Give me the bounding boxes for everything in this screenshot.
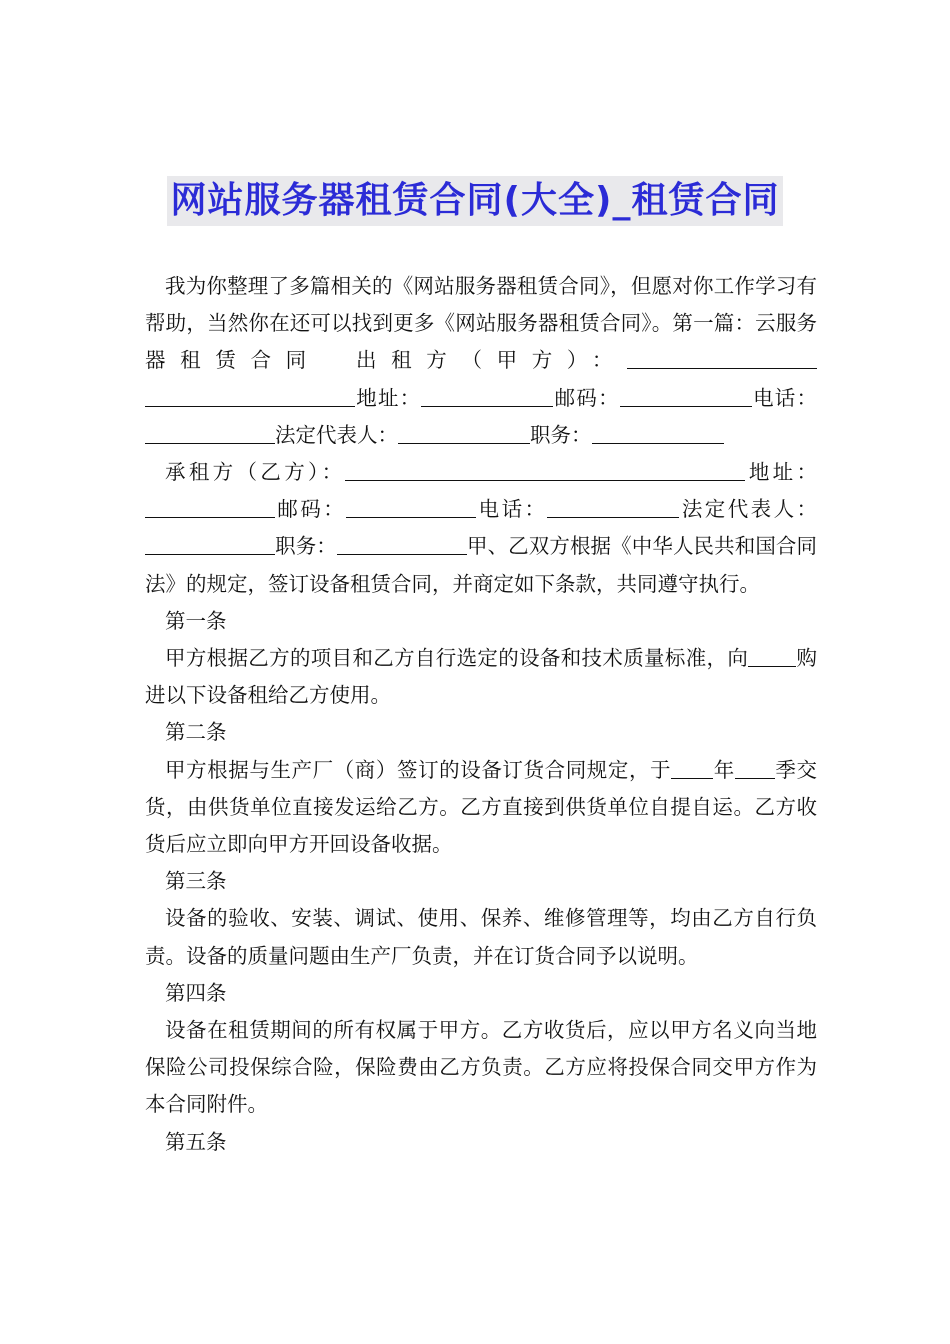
party-b-postcode-label: 邮码： [275,497,347,522]
article-3-heading: 第三条 [165,869,227,894]
party-b-label: 承租方（乙方）： [165,460,346,485]
article-4-text: 设备在租赁期间的所有权属于甲方。乙方收货后，应以甲方名义向当地保险公司投保综合险，保险费由乙方负责。乙方应将投保合同交甲方作为本合同附件。 [145,1018,817,1117]
article-1-blank-a [748,646,766,667]
party-b-postcode-blank [346,497,476,518]
party-b-name-blank [345,460,745,481]
article-2-text [145,752,817,864]
article-5-heading: 第五条 [165,1129,227,1154]
article-2-text-before: 甲方根据与生产厂（商）签订的设备订货合同规定，于 [165,757,672,782]
intro-text: 我为你整理了多篇相关的《网站服务器租赁合同》，但愿对你工作学习有帮助，当然你在还可以找到更多《网站服务器租赁合同》。第一篇：云服务器租赁合同 出租方（甲方）： [145,274,817,373]
article-2-heading: 第二条 [165,720,227,745]
party-b-phone-blank [547,497,679,518]
party-a-name-blank-cont [145,386,355,407]
title-container [0,176,950,226]
party-a-position-blank [592,423,724,444]
party-a-rep-label: 法定代表人： [275,422,398,447]
party-b-agreement: 甲、乙双方根据《中华人民共和国合同法》的规定，签订设备租赁合同，并商定如下条款，共同遵守执行。 [145,534,818,596]
party-b-block [145,454,817,603]
article-1-text [145,640,817,714]
article-1-text-after: 购进以下设备租给乙方使用。 [145,646,817,708]
party-b-position-blank [337,534,467,555]
party-b-rep-blank [145,534,275,555]
article-2-season-blank-a [735,758,765,779]
party-a-phone-blank [145,423,275,444]
party-b-address-blank [145,497,275,518]
article-2-season-blank-b [765,758,775,779]
party-b-rep-label: 法定代表人： [679,497,818,522]
party-a-phone-label: 电话： [751,385,818,410]
article-1-blank-b [766,646,796,667]
party-b-phone-label: 电话： [476,497,548,522]
party-a-postcode-label: 邮码： [553,385,620,410]
article-2-text-after: 季交货，由供货单位直接发运给乙方。乙方直接到供货单位自提自运。乙方收货后应立即向甲方开回设备收据。 [145,757,818,857]
article-4-heading: 第四条 [165,980,227,1005]
party-a-address-blank [421,386,553,407]
article-2-year-blank [671,758,713,779]
party-a-rep-blank [398,423,530,444]
party-a-postcode-blank [620,386,752,407]
party-b-address-label: 地址： [745,460,818,485]
article-1-text-before: 甲方根据乙方的项目和乙方自行选定的设备和技术质量标准，向 [165,646,749,671]
party-a-address-label: 地址： [355,385,422,410]
party-b-position-label: 职务： [275,534,337,559]
article-2-year-label: 年 [713,757,735,782]
party-a-position-label: 职务： [530,422,592,447]
document-title: 网站服务器租赁合同(大全)_租赁合同 [167,176,784,226]
party-a-name-blank [627,348,817,369]
article-3-text: 设备的验收、安装、调试、使用、保养、维修管理等，均由乙方自行负责。设备的质量问题由生产厂负责，并在订货合同予以说明。 [145,906,817,968]
article-1-heading: 第一条 [165,608,227,633]
party-a-block [145,268,817,454]
document-body [145,268,817,1161]
